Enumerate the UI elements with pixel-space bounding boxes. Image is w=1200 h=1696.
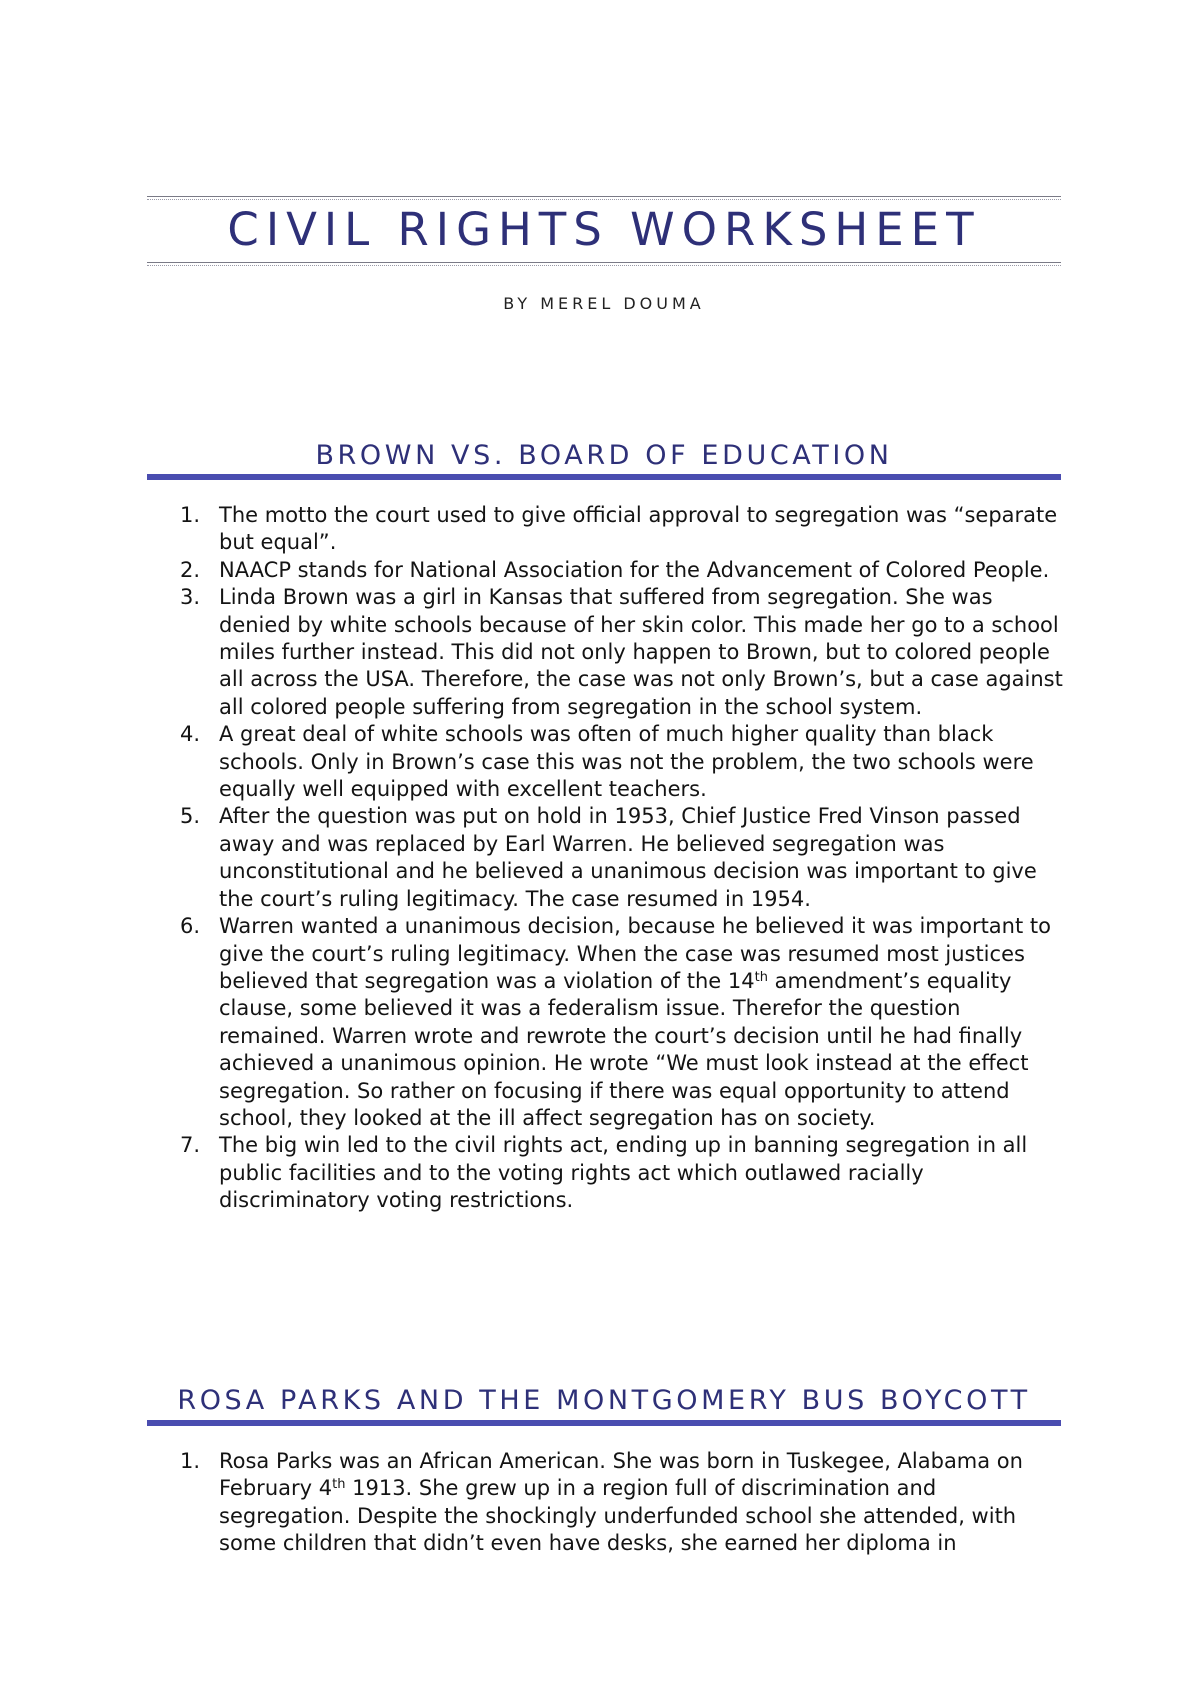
section-rule-brown: [147, 474, 1061, 480]
list-item-number: 7.: [180, 1133, 201, 1158]
list-item-text: The motto the court used to give official approval to segregation was “separate but equal”.: [219, 503, 1058, 555]
document-author: BY MEREL DOUMA: [503, 294, 705, 313]
question-list-rosa-parks: [0, 1448, 1100, 1558]
list-item-text-part: Warren wanted a unanimous decision, because he believed it was important to give the court’s ruling legitimacy. When the case was resumed most justices believed that segregation was a violation of the 14: [219, 914, 1051, 993]
list-item: [0, 502, 1064, 557]
list-item-text: [219, 913, 1064, 1132]
list-item: [0, 803, 1064, 913]
ordinal-superscript: th: [754, 969, 768, 985]
list-item-text-part: 1913. She grew up in a region full of discrimination and segregation. Despite the shockingly underfunded school she attended, with some children that didn’t even have desks, she earned her diploma in: [219, 1476, 1017, 1556]
list-item-text: The big win led to the civil rights act, ending up in banning segregation in all public facilities and to the voting rights act which outlawed racially discriminatory voting restrictions.: [219, 1133, 1028, 1213]
list-item-text: NAACP stands for National Association for the Advancement of Colored People.: [219, 557, 1050, 582]
list-item: [0, 721, 1064, 803]
list-item-number: 1.: [180, 503, 201, 527]
question-list-brown: [0, 502, 1100, 1215]
list-item-number: 4.: [180, 722, 201, 747]
list-item-text-part: amendment’s equality clause, some believed it was a federalism issue. Therefor the question remained. Warren wrote and rewrote the court’s decision until he had finally achieved a unanimous opinion. He wrote “We must look instead at the effect segregation. So rather on focusing if there was equal opportunity to attend school, they looked at the ill affect segregation has on society.: [219, 968, 1029, 1130]
list-item-text: After the question was put on hold in 1953, Chief Justice Fred Vinson passed away and was replaced by Earl Warren. He believed segregation was unconstitutional and he believed a unanimous decision was important to give the court’s ruling legitimacy. The case resumed in 1954.: [219, 804, 1037, 911]
list-item-number: 5.: [180, 804, 201, 829]
section-heading-brown: BROWN VS. BOARD OF EDUCATION: [315, 440, 893, 471]
list-item-number: 1.: [180, 1449, 201, 1473]
list-item-number: 3.: [180, 585, 201, 610]
list-item: [0, 1132, 1064, 1214]
list-item: [0, 584, 1064, 721]
list-item-text: A great deal of white schools was often of much higher quality than black schools. Only in Brown’s case this was not the problem, the two schools were equally well equipped with excellent teachers.: [219, 722, 1034, 802]
document-title: CIVIL RIGHTS WORKSHEET: [227, 203, 981, 256]
section-heading-rosa-parks: ROSA PARKS AND THE MONTGOMERY BUS BOYCOTT: [177, 1385, 1031, 1416]
list-item-number: 6.: [180, 914, 201, 939]
title-bottom-rule: [147, 262, 1061, 263]
list-item-text: Linda Brown was a girl in Kansas that suffered from segregation. She was denied by white schools because of her skin color. This made her go to a school miles further instead. This did not only happen to Brown, but to colored people all across the USA. Therefore, the case was not only Brown’s, but a case against all colored people suffering from segregation in the school system.: [219, 585, 1063, 719]
list-item: [0, 913, 1064, 1132]
list-item-number: 2.: [180, 557, 201, 582]
list-item: [0, 557, 1064, 584]
list-item-text: [219, 1448, 1064, 1558]
title-bottom-rule-dotted: [147, 265, 1061, 266]
ordinal-superscript: th: [332, 1477, 346, 1493]
list-item-text-part: Rosa Parks was an African American. She was born in Tuskegee, Alabama on February 4: [219, 1449, 1023, 1501]
section-rule-rosa-parks: [147, 1420, 1061, 1426]
list-item: [0, 1448, 1064, 1558]
